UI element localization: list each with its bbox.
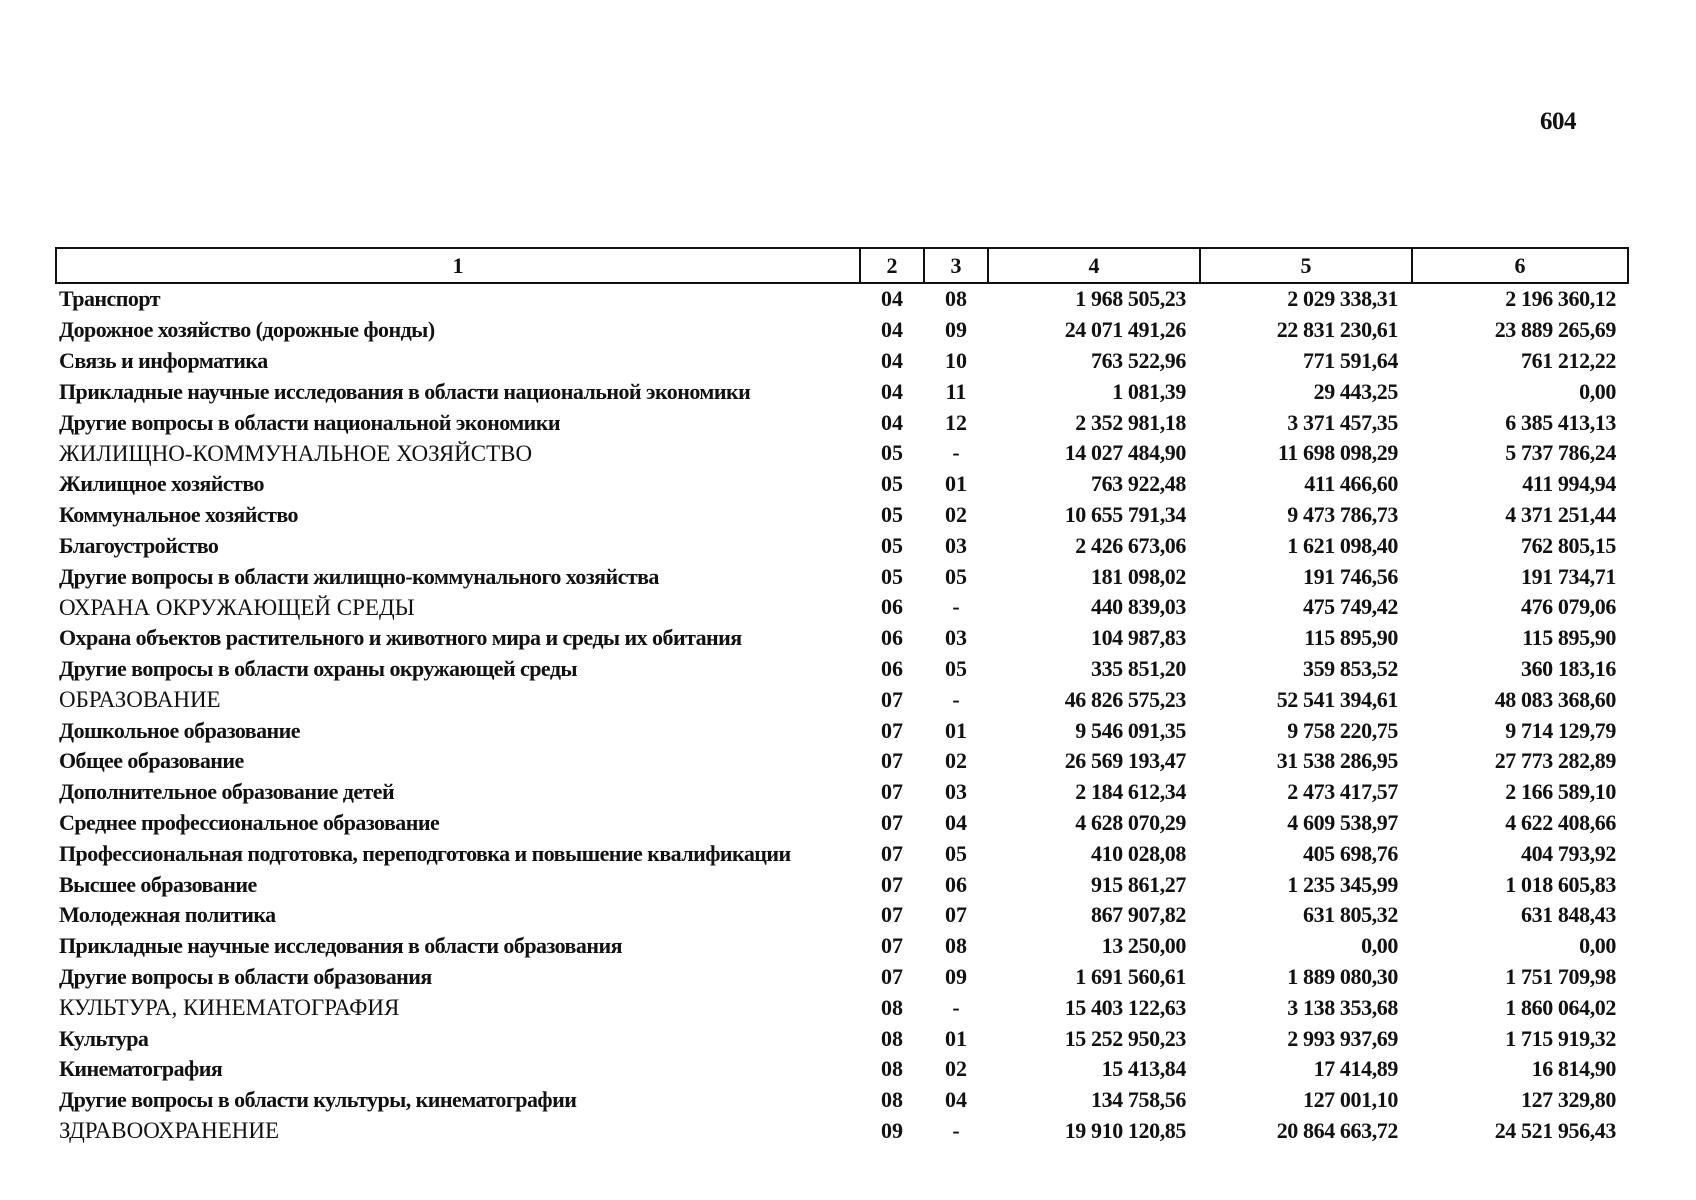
section-row — [56, 1116, 1628, 1147]
value-col5-cell: 631 805,32 — [1302, 902, 1398, 928]
subsection-code-cell: 03 — [945, 532, 967, 558]
value-col5-cell: 3 138 353,68 — [1287, 994, 1398, 1020]
value-col4-cell: 1 968 505,23 — [1075, 286, 1186, 312]
row-name-cell: Культура — [59, 1025, 149, 1051]
row-name-cell: Кинематография — [59, 1056, 223, 1082]
value-col5-cell: 3 371 457,35 — [1287, 409, 1398, 435]
table-row — [56, 376, 1628, 407]
header-cell-4: 4 — [988, 248, 1200, 283]
value-col4-cell: 10 655 791,34 — [1064, 501, 1186, 527]
value-col5-cell: 20 864 663,72 — [1276, 1117, 1398, 1143]
value-col5-cell: 475 749,42 — [1302, 594, 1398, 620]
row-name-cell: Другие вопросы в области культуры, кинематографии — [59, 1087, 577, 1113]
value-col5-cell: 127 001,10 — [1302, 1087, 1398, 1113]
row-name-cell: ЗДРАВООХРАНЕНИЕ — [59, 1118, 280, 1144]
section-code-cell: 05 — [881, 532, 903, 558]
value-col6-cell: 6 385 413,13 — [1505, 409, 1616, 435]
section-code-cell: 07 — [881, 717, 903, 743]
value-col4-cell: 104 987,83 — [1090, 625, 1186, 651]
value-col6-cell: 404 793,92 — [1520, 840, 1616, 866]
row-name-cell: Прикладные научные исследования в области национальной экономики — [59, 378, 751, 404]
table-row — [56, 1023, 1628, 1054]
row-name-cell: Профессиональная подготовка, переподготовка и повышение квалификации — [59, 840, 791, 866]
section-code-cell: 06 — [881, 655, 903, 681]
value-col5-cell: 29 443,25 — [1313, 378, 1398, 404]
section-row — [56, 684, 1628, 715]
value-col5-cell: 0,00 — [1361, 933, 1398, 959]
section-code-cell: 07 — [881, 963, 903, 989]
value-col4-cell: 15 403 122,63 — [1064, 994, 1186, 1020]
value-col6-cell: 360 183,16 — [1520, 655, 1616, 681]
value-col4-cell: 15 413,84 — [1101, 1056, 1186, 1082]
value-col4-cell: 867 907,82 — [1090, 902, 1186, 928]
subsection-code-cell: 03 — [945, 779, 967, 805]
section-code-cell: 07 — [881, 779, 903, 805]
table-row — [56, 623, 1628, 654]
value-col5-cell: 22 831 230,61 — [1276, 317, 1398, 343]
section-row — [56, 438, 1628, 469]
section-code-cell: 07 — [881, 933, 903, 959]
value-col4-cell: 2 184 612,34 — [1075, 779, 1186, 805]
row-name-cell: ОХРАНА ОКРУЖАЮЩЕЙ СРЕДЫ — [59, 594, 415, 620]
value-col5-cell: 115 895,90 — [1304, 625, 1398, 651]
section-row — [56, 992, 1628, 1023]
value-col6-cell: 1 715 919,32 — [1505, 1025, 1616, 1051]
value-col4-cell: 181 098,02 — [1090, 563, 1186, 589]
row-name-cell: Среднее профессиональное образование — [59, 809, 440, 835]
table-row — [56, 838, 1628, 869]
section-code-cell: 08 — [881, 994, 903, 1020]
table-row — [56, 808, 1628, 839]
value-col5-cell: 411 466,60 — [1304, 471, 1398, 497]
value-col4-cell: 13 250,00 — [1101, 933, 1186, 959]
page-number: 604 — [1540, 108, 1576, 135]
table-row — [56, 500, 1628, 531]
value-col4-cell: 26 569 193,47 — [1064, 748, 1186, 774]
value-col5-cell: 4 609 538,97 — [1287, 809, 1398, 835]
table-row — [56, 407, 1628, 438]
value-col5-cell: 9 758 220,75 — [1287, 717, 1398, 743]
table-row — [56, 900, 1628, 931]
value-col4-cell: 2 352 981,18 — [1075, 409, 1186, 435]
section-code-cell: 06 — [881, 625, 903, 651]
row-name-cell: Благоустройство — [59, 532, 219, 558]
value-col4-cell: 2 426 673,06 — [1075, 532, 1186, 558]
subsection-code-cell: 02 — [945, 501, 967, 527]
section-code-cell: 09 — [881, 1117, 903, 1143]
section-code-cell: 08 — [881, 1056, 903, 1082]
value-col5-cell: 1 889 080,30 — [1287, 963, 1398, 989]
row-name-cell: Другие вопросы в области охраны окружающей среды — [59, 655, 578, 681]
section-code-cell: 08 — [881, 1087, 903, 1113]
row-name-cell: Транспорт — [59, 286, 160, 312]
value-col6-cell: 2 166 589,10 — [1505, 779, 1616, 805]
row-name-cell: Связь и информатика — [59, 347, 268, 373]
table-row — [56, 1054, 1628, 1085]
subsection-code-cell: - — [952, 594, 960, 620]
row-name-cell: Прикладные научные исследования в области образования — [59, 933, 622, 959]
value-col4-cell: 134 758,56 — [1090, 1087, 1186, 1113]
section-code-cell: 05 — [881, 440, 903, 466]
value-col5-cell: 405 698,76 — [1302, 840, 1398, 866]
subsection-code-cell: 07 — [945, 902, 967, 928]
table-row — [56, 346, 1628, 377]
table-row — [56, 283, 1628, 315]
header-cell-2: 2 — [860, 248, 924, 283]
value-col4-cell: 440 839,03 — [1090, 594, 1186, 620]
value-col4-cell: 410 028,08 — [1090, 840, 1186, 866]
subsection-code-cell: - — [952, 1117, 960, 1143]
value-col6-cell: 761 212,22 — [1520, 347, 1616, 373]
subsection-code-cell: 04 — [945, 1087, 967, 1113]
header-cell-1: 1 — [56, 248, 860, 283]
value-col6-cell: 4 622 408,66 — [1505, 809, 1616, 835]
value-col4-cell: 14 027 484,90 — [1064, 440, 1186, 466]
section-code-cell: 04 — [881, 286, 903, 312]
subsection-code-cell: 09 — [945, 317, 967, 343]
subsection-code-cell: 01 — [945, 1025, 967, 1051]
value-col5-cell: 17 414,89 — [1313, 1056, 1398, 1082]
value-col6-cell: 631 848,43 — [1520, 902, 1616, 928]
header-cell-6: 6 — [1412, 248, 1628, 283]
section-code-cell: 07 — [881, 902, 903, 928]
row-name-cell: Жилищное хозяйство — [59, 471, 264, 497]
subsection-code-cell: - — [952, 686, 960, 712]
table-row — [56, 530, 1628, 561]
table-body — [56, 283, 1628, 1146]
header-cell-5: 5 — [1200, 248, 1412, 283]
header-cell-3: 3 — [924, 248, 988, 283]
value-col5-cell: 52 541 394,61 — [1276, 686, 1398, 712]
row-name-cell: Дорожное хозяйство (дорожные фонды) — [59, 317, 435, 343]
value-col6-cell: 762 805,15 — [1520, 532, 1616, 558]
section-code-cell: 05 — [881, 471, 903, 497]
value-col6-cell: 23 889 265,69 — [1494, 317, 1616, 343]
row-name-cell: Другие вопросы в области национальной экономики — [59, 409, 561, 435]
table-row — [56, 315, 1628, 346]
value-col5-cell: 31 538 286,95 — [1276, 748, 1398, 774]
subsection-code-cell: 05 — [945, 655, 967, 681]
value-col6-cell: 16 814,90 — [1531, 1056, 1616, 1082]
row-name-cell: ЖИЛИЩНО-КОММУНАЛЬНОЕ ХОЗЯЙСТВО — [59, 440, 533, 466]
row-name-cell: Другие вопросы в области жилищно-коммунального хозяйства — [59, 563, 659, 589]
section-code-cell: 05 — [881, 501, 903, 527]
table-row — [56, 777, 1628, 808]
value-col6-cell: 0,00 — [1579, 378, 1616, 404]
subsection-code-cell: 12 — [945, 409, 967, 435]
section-code-cell: 04 — [881, 347, 903, 373]
header-row — [56, 248, 1628, 283]
value-col6-cell: 476 079,06 — [1520, 594, 1616, 620]
subsection-code-cell: 04 — [945, 809, 967, 835]
subsection-code-cell: 05 — [945, 563, 967, 589]
table-row — [56, 746, 1628, 777]
value-col4-cell: 763 522,96 — [1090, 347, 1186, 373]
subsection-code-cell: - — [952, 994, 960, 1020]
subsection-code-cell: 01 — [945, 471, 967, 497]
value-col6-cell: 1 860 064,02 — [1505, 994, 1616, 1020]
value-col5-cell: 359 853,52 — [1302, 655, 1398, 681]
section-code-cell: 07 — [881, 840, 903, 866]
value-col6-cell: 9 714 129,79 — [1505, 717, 1616, 743]
row-name-cell: Дополнительное образование детей — [59, 779, 395, 805]
subsection-code-cell: - — [952, 440, 960, 466]
section-code-cell: 05 — [881, 563, 903, 589]
value-col6-cell: 24 521 956,43 — [1494, 1117, 1616, 1143]
value-col4-cell: 24 071 491,26 — [1064, 317, 1186, 343]
subsection-code-cell: 05 — [945, 840, 967, 866]
section-code-cell: 04 — [881, 378, 903, 404]
section-code-cell: 08 — [881, 1025, 903, 1051]
value-col6-cell: 48 083 368,60 — [1494, 686, 1616, 712]
section-code-cell: 07 — [881, 748, 903, 774]
subsection-code-cell: 11 — [945, 378, 967, 404]
table-row — [56, 869, 1628, 900]
subsection-code-cell: 03 — [945, 625, 967, 651]
value-col5-cell: 1 621 098,40 — [1287, 532, 1398, 558]
value-col6-cell: 411 994,94 — [1522, 471, 1616, 497]
row-name-cell: Коммунальное хозяйство — [59, 501, 298, 527]
value-col5-cell: 2 029 338,31 — [1287, 286, 1398, 312]
value-col6-cell: 4 371 251,44 — [1505, 501, 1616, 527]
table-row — [56, 469, 1628, 500]
value-col5-cell: 771 591,64 — [1302, 347, 1398, 373]
subsection-code-cell: 01 — [945, 717, 967, 743]
value-col4-cell: 335 851,20 — [1090, 655, 1186, 681]
row-name-cell: Дошкольное образование — [59, 717, 301, 743]
budget-table — [55, 247, 1629, 1146]
value-col4-cell: 46 826 575,23 — [1064, 686, 1186, 712]
subsection-code-cell: 02 — [945, 1056, 967, 1082]
row-name-cell: Высшее образование — [59, 871, 257, 897]
value-col5-cell: 2 473 417,57 — [1287, 779, 1398, 805]
subsection-code-cell: 09 — [945, 963, 967, 989]
table-header — [56, 248, 1628, 283]
section-code-cell: 06 — [881, 594, 903, 620]
value-col4-cell: 1 081,39 — [1112, 378, 1186, 404]
table-row — [56, 715, 1628, 746]
value-col5-cell: 11 698 098,29 — [1277, 440, 1398, 466]
value-col6-cell: 1 018 605,83 — [1505, 871, 1616, 897]
table-row — [56, 561, 1628, 592]
row-name-cell: Молодежная политика — [59, 902, 276, 928]
value-col4-cell: 15 252 950,23 — [1064, 1025, 1186, 1051]
value-col6-cell: 5 737 786,24 — [1505, 440, 1616, 466]
row-name-cell: Другие вопросы в области образования — [59, 963, 432, 989]
value-col6-cell: 27 773 282,89 — [1494, 748, 1616, 774]
value-col6-cell: 191 734,71 — [1520, 563, 1616, 589]
value-col5-cell: 1 235 345,99 — [1287, 871, 1398, 897]
row-name-cell: Общее образование — [59, 748, 244, 774]
subsection-code-cell: 06 — [945, 871, 967, 897]
subsection-code-cell: 08 — [945, 286, 967, 312]
table-row — [56, 654, 1628, 685]
value-col4-cell: 9 546 091,35 — [1075, 717, 1186, 743]
table-row — [56, 962, 1628, 993]
value-col6-cell: 0,00 — [1579, 933, 1616, 959]
section-code-cell: 07 — [881, 809, 903, 835]
section-code-cell: 04 — [881, 409, 903, 435]
section-code-cell: 07 — [881, 871, 903, 897]
value-col5-cell: 191 746,56 — [1302, 563, 1398, 589]
value-col6-cell: 2 196 360,12 — [1505, 286, 1616, 312]
subsection-code-cell: 08 — [945, 933, 967, 959]
section-row — [56, 592, 1628, 623]
value-col5-cell: 9 473 786,73 — [1287, 501, 1398, 527]
table-row — [56, 931, 1628, 962]
value-col6-cell: 127 329,80 — [1520, 1087, 1616, 1113]
subsection-code-cell: 10 — [945, 347, 967, 373]
value-col4-cell: 19 910 120,85 — [1064, 1117, 1186, 1143]
value-col4-cell: 1 691 560,61 — [1075, 963, 1186, 989]
value-col4-cell: 763 922,48 — [1090, 471, 1186, 497]
section-code-cell: 07 — [881, 686, 903, 712]
value-col4-cell: 4 628 070,29 — [1075, 809, 1186, 835]
section-code-cell: 04 — [881, 317, 903, 343]
row-name-cell: Охрана объектов растительного и животного мира и среды их обитания — [59, 625, 742, 651]
table-row — [56, 1085, 1628, 1116]
subsection-code-cell: 02 — [945, 748, 967, 774]
row-name-cell: КУЛЬТУРА, КИНЕМАТОГРАФИЯ — [59, 995, 400, 1021]
value-col6-cell: 115 895,90 — [1522, 625, 1616, 651]
row-name-cell: ОБРАЗОВАНИЕ — [59, 687, 221, 713]
value-col5-cell: 2 993 937,69 — [1287, 1025, 1398, 1051]
value-col6-cell: 1 751 709,98 — [1505, 963, 1616, 989]
value-col4-cell: 915 861,27 — [1090, 871, 1186, 897]
